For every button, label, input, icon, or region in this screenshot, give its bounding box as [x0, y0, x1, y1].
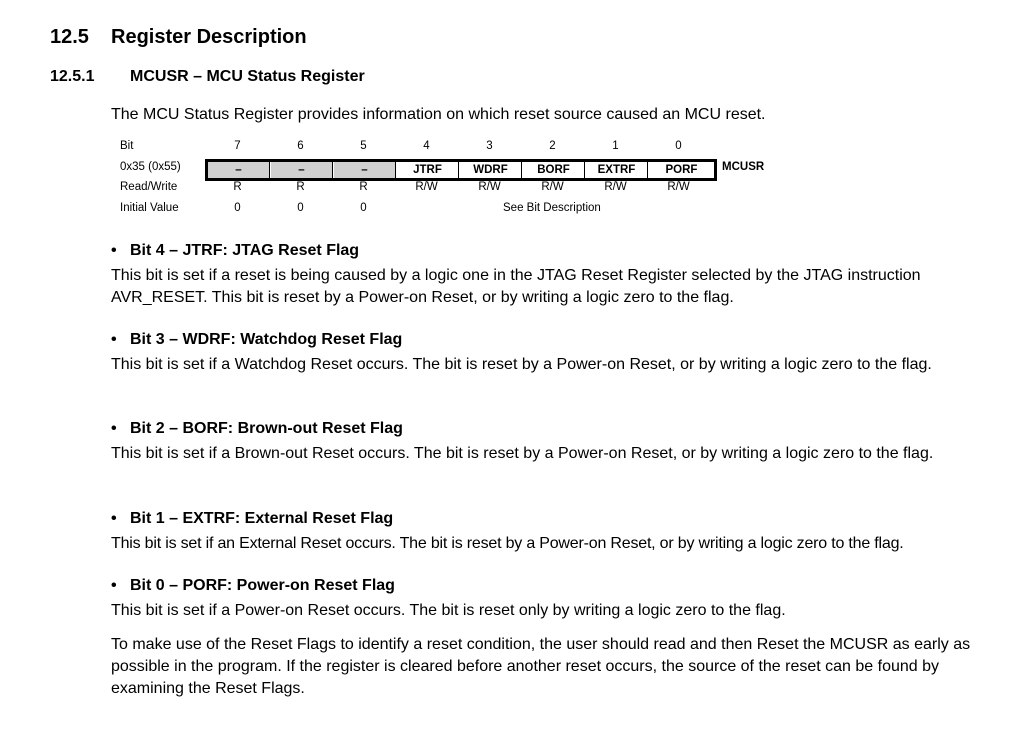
bullet-icon: •: [111, 577, 117, 594]
bit-number: 7: [234, 140, 241, 152]
bit-number: 1: [612, 140, 619, 152]
init-value: 0: [360, 202, 367, 214]
bit-heading: • Bit 3 – WDRF: Watchdog Reset Flag: [111, 331, 403, 348]
bit-text: This bit is set if a Brown-out Reset occurs. The bit is reset by a Power-on Reset, or by writing a logic zero to the flag.: [111, 445, 934, 462]
bit-number: 6: [297, 140, 304, 152]
bit-number: 3: [486, 140, 493, 152]
bit-name-cell: PORF: [665, 164, 698, 176]
bullet-icon: •: [111, 420, 117, 437]
bit-name-cell: –: [208, 162, 270, 178]
bullet-icon: •: [111, 242, 117, 259]
bit-description: [111, 577, 979, 622]
bullet-icon: •: [111, 331, 117, 348]
subsection-title: MCUSR – MCU Status Register: [130, 68, 365, 85]
init-value: 0: [234, 202, 241, 214]
intro-paragraph: The MCU Status Register provides information on which reset source caused an MCU reset.: [111, 106, 766, 123]
bit-text: This bit is set if a Power-on Reset occurs. The bit is reset only by writing a logic zero to the flag.: [111, 602, 786, 619]
closing-paragraph: To make use of the Reset Flags to identify a reset condition, the user should read and then Reset the MCUSR as early as possible in the program. If the register is cleared before another reset occurs, the source of the reset can be found by examining the Reset Flags.: [111, 636, 971, 697]
rw-value: R/W: [604, 181, 627, 193]
bit-text: This bit is set if a Watchdog Reset occurs. The bit is reset by a Power-on Reset, or by writing a logic zero to the flag.: [111, 356, 932, 373]
rw-value: R/W: [415, 181, 438, 193]
init-note: See Bit Description: [503, 202, 601, 214]
rw-value: R/W: [541, 181, 564, 193]
bit-description: [111, 510, 979, 555]
section-number: 12.5: [50, 26, 89, 48]
bit-description: [111, 331, 979, 376]
bit-number: 4: [423, 140, 430, 152]
rw-value: R: [359, 181, 368, 193]
closing-paragraph-block: [111, 634, 979, 700]
bit-heading: • Bit 2 – BORF: Brown-out Reset Flag: [111, 420, 403, 437]
rw-value: R: [296, 181, 305, 193]
bit-name-cell: WDRF: [460, 162, 522, 178]
bit-row-label: Bit: [120, 140, 134, 152]
rw-value: R/W: [667, 181, 690, 193]
bit-name-cell: –: [334, 162, 396, 178]
bit-number: 0: [675, 140, 682, 152]
bit-name-cell: BORF: [523, 162, 585, 178]
rw-row-label: Read/Write: [120, 181, 178, 193]
bit-heading: • Bit 4 – JTRF: JTAG Reset Flag: [111, 242, 360, 259]
bit-text: This bit is set if an External Reset occurs. The bit is reset by a Power-on Reset, or by writing a logic zero to the flag.: [111, 535, 904, 552]
section-title: Register Description: [111, 26, 307, 48]
bit-heading: • Bit 1 – EXTRF: External Reset Flag: [111, 510, 394, 527]
bit-number: 2: [549, 140, 556, 152]
bit-description: [111, 242, 979, 309]
bit-name-cell: JTRF: [397, 162, 459, 178]
register-name: MCUSR: [722, 161, 765, 173]
register-bit-box: [205, 159, 717, 181]
bit-name-cell: EXTRF: [586, 162, 648, 178]
init-row-label: Initial Value: [120, 202, 179, 214]
address-label: 0x35 (0x55): [120, 161, 181, 173]
bit-heading: • Bit 0 – PORF: Power-on Reset Flag: [111, 577, 395, 594]
bit-name-cell: –: [271, 162, 333, 178]
bit-number: 5: [360, 140, 367, 152]
init-value: 0: [297, 202, 304, 214]
subsection-number: 12.5.1: [50, 68, 95, 85]
bit-description: [111, 420, 979, 465]
rw-value: R/W: [478, 181, 501, 193]
bullet-icon: •: [111, 510, 117, 527]
rw-value: R: [233, 181, 242, 193]
bit-text: This bit is set if a reset is being caused by a logic one in the JTAG Reset Register selected by the JTAG instruction AVR_RESET. This bit is reset by a Power-on Reset, or by writing a logic zero to the flag.: [111, 267, 921, 306]
